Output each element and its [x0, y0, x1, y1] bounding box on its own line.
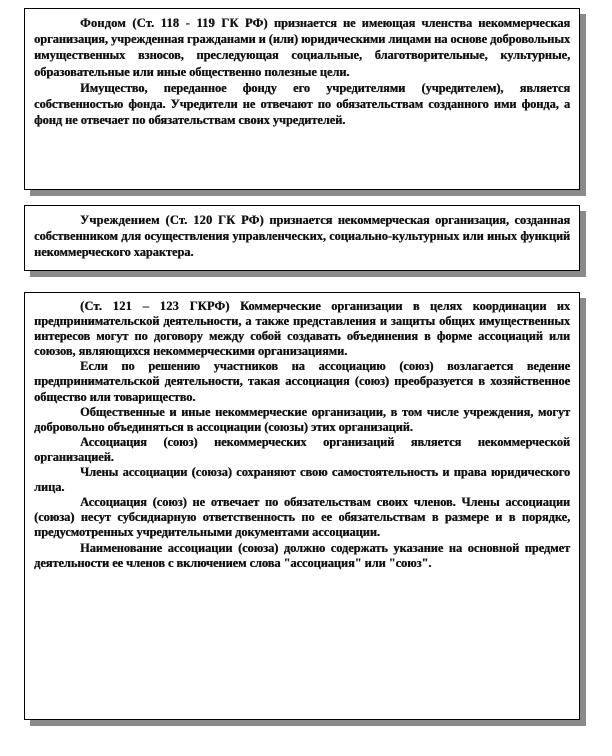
association-noncommercial-paragraph: Ассоциация (союз) некоммерческих организаций является некоммерческой организацией. — [34, 434, 570, 464]
institution-definition-box — [24, 205, 580, 271]
association-definition-box — [24, 292, 580, 720]
association-definition-paragraph — [34, 299, 570, 359]
fund-term: Фондом (Ст. 118 - 119 ГК РФ) — [80, 16, 268, 30]
institution-term: Учреждением (Ст. 120 ГК РФ) — [80, 213, 264, 227]
institution-definition-paragraph — [34, 212, 570, 261]
fund-definition-text: признается не имеющая членства некоммерческая организация, учрежденная гражданами и (или) юридическими лицами на основе добровольных имущественных взносов, преследующая социальные, благотворительные, культурные, образовательные или иные общественно полезные цели. — [34, 16, 570, 79]
fund-property-paragraph: Имущество, переданное фонду его учредителями (учредителем), является собственностью фонда. Учредители не отвечают по обязательствам созданного ими фонда, а фонд не отвечает по обязательствам своих учредителей. — [34, 80, 570, 128]
institution-definition-text: признается некоммерческая организация, созданная собственником для осуществления управленческих, социально-культурных или иных функций некоммерческого характера. — [34, 213, 570, 260]
association-definition-text: Коммерческие организации в целях координации их предпринимательской деятельности, а также представления и защиты общих имущественных интересов могут по договору между собой создавать объединения в форме ассоциаций или союзов, являющихся некоммерческими организациями. — [34, 299, 570, 359]
association-public-orgs-paragraph: Общественные и иные некоммерческие организации, в том числе учреждения, могут добровольно объединяться в ассоциации (союзы) этих организаций. — [34, 404, 570, 434]
association-liability-paragraph: Ассоциация (союз) не отвечает по обязательствам своих членов. Члены ассоциации (союза) несут субсидиарную ответственность по ее обязательствам в размере и в порядке, предусмотренных учредительными документами ассоциации. — [34, 495, 570, 540]
association-business-paragraph: Если по решению участников на ассоциацию (союз) возлагается ведение предпринимательской деятельности, такая ассоциация (союз) преобразуется в хозяйственное общество или товарищество. — [34, 359, 570, 404]
association-members-rights-paragraph: Члены ассоциации (союза) сохраняют свою самостоятельность и права юридического лица. — [34, 465, 570, 495]
fund-definition-paragraph — [34, 15, 570, 80]
fund-definition-box — [24, 8, 580, 190]
association-name-paragraph: Наименование ассоциации (союза) должно содержать указание на основной предмет деятельности ее членов с включением слова "ассоциация" или "союз". — [34, 540, 570, 570]
association-term: (Ст. 121 – 123 ГКРФ) — [80, 299, 230, 313]
